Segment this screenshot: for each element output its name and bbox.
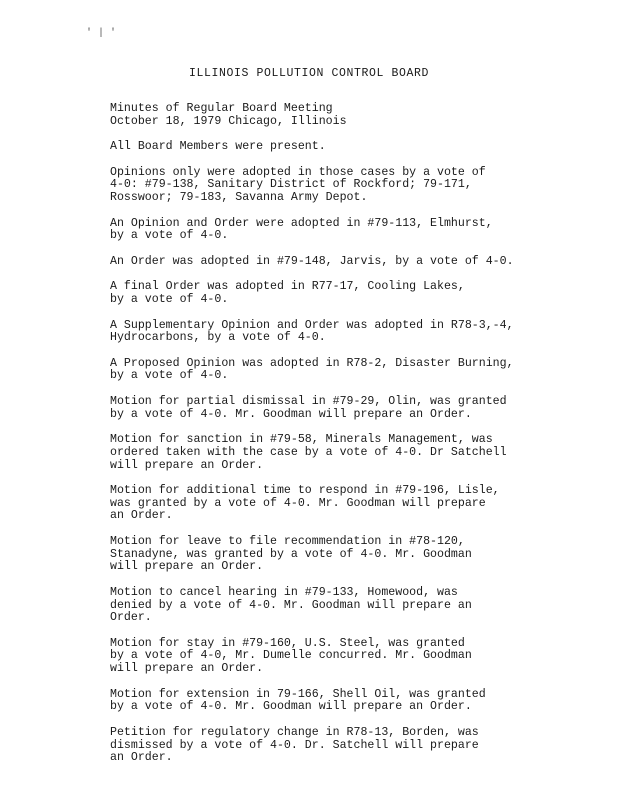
minutes-paragraph [110,536,530,574]
text-line: Motion for partial dismissal in #79-29, Olin, was granted [110,394,507,408]
text-line: denied by a vote of 4-0. Mr. Goodman will prepare an [110,598,472,612]
minutes-paragraph [110,396,530,421]
minutes-paragraph [110,256,530,269]
document-title: ILLINOIS POLLUTION CONTROL BOARD [188,67,430,80]
text-line: An Opinion and Order were adopted in #79-113, Elmhurst, [110,216,493,230]
text-line: Stanadyne, was granted by a vote of 4-0. Mr. Goodman [110,547,472,561]
text-line: Petition for regulatory change in R78-13, Borden, was [110,725,479,739]
minutes-paragraph [110,587,530,625]
text-line: Motion for sanction in #79-58, Minerals Management, was [110,433,493,447]
minutes-paragraph [110,689,530,714]
text-line: by a vote of 4-0. Mr. Goodman will prepare an Order. [110,700,472,714]
text-line: 4-0: #79-138, Sanitary District of Rockford; 79-171, [110,178,472,192]
text-line: Motion for leave to file recommendation in #78-120, [110,534,465,548]
minutes-paragraph [110,485,530,523]
header-mark: ' | ' [86,28,117,39]
text-line: October 18, 1979 Chicago, Illinois [110,114,347,128]
text-line: will prepare an Order. [110,560,264,574]
text-line: by a vote of 4-0, Mr. Dumelle concurred. Mr. Goodman [110,649,472,663]
text-line: Minutes of Regular Board Meeting [110,102,333,115]
text-line: A final Order was adopted in R77-17, Cooling Lakes, [110,280,465,294]
text-line: by a vote of 4-0. [110,369,229,383]
text-line: An Order was adopted in #79-148, Jarvis, by a vote of 4-0. [110,254,514,268]
minutes-paragraph [110,727,530,765]
minutes-paragraph [110,638,530,676]
text-line: was granted by a vote of 4-0. Mr. Goodman will prepare [110,496,486,510]
text-line: All Board Members were present. [110,140,326,154]
minutes-paragraph [110,434,530,472]
text-line: dismissed by a vote of 4-0. Dr. Satchell will prepare [110,738,479,752]
text-line: by a vote of 4-0. [110,229,229,243]
text-line: will prepare an Order. [110,662,264,676]
text-line: by a vote of 4-0. Mr. Goodman will prepare an Order. [110,407,472,421]
text-line: an Order. [110,751,173,765]
minutes-paragraph [110,320,530,345]
minutes-paragraph [110,167,530,205]
minutes-paragraph [110,218,530,243]
minutes-paragraph [110,281,530,306]
text-line: Motion for stay in #79-160, U.S. Steel, was granted [110,636,465,650]
text-line: Motion to cancel hearing in #79-133, Homewood, was [110,585,458,599]
text-line: Order. [110,611,152,625]
minutes-paragraph [110,141,530,154]
text-line: by a vote of 4-0. [110,293,229,307]
text-line: Rosswoor; 79-183, Savanna Army Depot. [110,191,368,205]
minutes-paragraph [110,103,530,128]
minutes-paragraph [110,358,530,383]
text-line: ordered taken with the case by a vote of 4-0. Dr Satchell [110,445,507,459]
text-line: A Supplementary Opinion and Order was adopted in R78-3,-4, [110,318,514,332]
text-line: will prepare an Order. [110,458,264,472]
minutes-body [110,103,530,778]
text-line: Motion for additional time to respond in #79-196, Lisle, [110,484,500,498]
text-line: Hydrocarbons, by a vote of 4-0. [110,331,326,345]
text-line: Opinions only were adopted in those cases by a vote of [110,165,486,179]
text-line: A Proposed Opinion was adopted in R78-2, Disaster Burning, [110,356,514,370]
text-line: Motion for extension in 79-166, Shell Oil, was granted [110,687,486,701]
text-line: an Order. [110,509,173,523]
